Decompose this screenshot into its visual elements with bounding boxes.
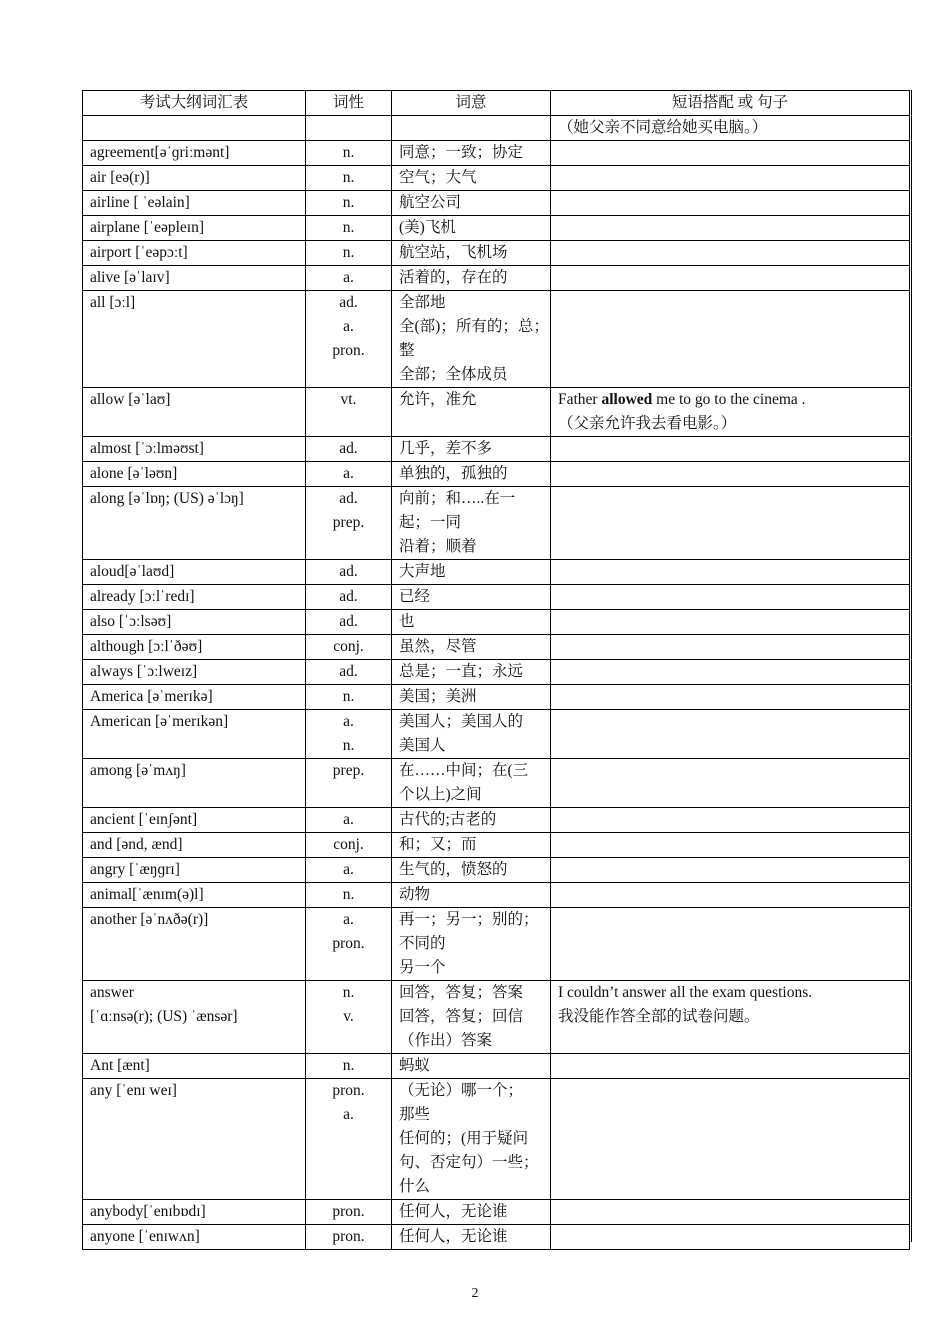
word-cell	[83, 191, 306, 216]
word-text: anyone [ˈenɪwʌn]	[90, 1228, 200, 1245]
word-text: animal[ˈænɪm(ə)l]	[90, 886, 204, 903]
word-cell	[83, 141, 306, 166]
meaning-text: 虽然，尽管	[399, 638, 477, 655]
pos-text: prep.	[332, 762, 365, 779]
pos-text: ad.	[339, 613, 358, 630]
word-text: ancient [ˈeɪnʃənt]	[90, 811, 198, 828]
meaning-cell	[392, 191, 551, 216]
example-line	[558, 388, 902, 412]
word-cell	[83, 487, 306, 560]
meaning-cell	[392, 883, 551, 908]
meaning-text: 美国人	[399, 737, 446, 754]
table-row	[83, 216, 910, 241]
pos-text: pron.	[332, 1203, 365, 1220]
meaning-text: 美国；美洲	[399, 688, 477, 705]
meaning-text: 生气的，愤怒的	[399, 861, 508, 878]
table-row	[83, 266, 910, 291]
meaning-cell	[392, 585, 551, 610]
word-cell	[83, 116, 306, 141]
word-cell	[83, 660, 306, 685]
meaning-text: 在……中间；在(三	[399, 762, 529, 779]
meaning-text: 沿着；顺着	[399, 538, 477, 555]
pos-cell	[306, 660, 392, 685]
meaning-cell	[392, 266, 551, 291]
word-cell	[83, 1079, 306, 1200]
word-text	[90, 116, 298, 140]
word-cell	[83, 685, 306, 710]
pos-text: a.	[343, 861, 354, 878]
meaning-text: 允许，准允	[399, 391, 477, 408]
example-cell	[551, 685, 910, 710]
meaning-cell	[392, 981, 551, 1054]
pos-cell	[306, 585, 392, 610]
word-text: always [ˈɔːlweɪz]	[90, 663, 198, 680]
pos-cell	[306, 560, 392, 585]
table-row	[83, 560, 910, 585]
pos-cell	[306, 266, 392, 291]
word-text: American [əˈmerɪkən]	[90, 713, 229, 730]
pos-text: conj.	[333, 836, 364, 853]
word-text: Ant [ænt]	[90, 1057, 150, 1074]
example-cell	[551, 610, 910, 635]
pos-text: ad.	[339, 490, 358, 507]
meaning-cell	[392, 241, 551, 266]
meaning-text: 全部地	[399, 294, 446, 311]
word-text: another [əˈnʌðə(r)]	[90, 911, 209, 928]
vocabulary-table	[82, 90, 910, 1250]
meaning-cell	[392, 116, 551, 141]
pos-text: vt.	[340, 391, 357, 408]
word-cell	[83, 585, 306, 610]
meaning-cell	[392, 141, 551, 166]
example-keyword: allowed	[601, 391, 653, 408]
table-row	[83, 1225, 910, 1250]
table-row	[83, 685, 910, 710]
pos-text: a.	[343, 713, 354, 730]
word-cell	[83, 266, 306, 291]
example-cell	[551, 388, 910, 437]
meaning-text: 古代的;古老的	[399, 811, 497, 828]
word-cell	[83, 388, 306, 437]
word-text: angry [ˈæŋɡrɪ]	[90, 861, 180, 878]
example-cell	[551, 1200, 910, 1225]
meaning-text: 那些	[399, 1106, 431, 1123]
pos-cell	[306, 1054, 392, 1079]
pos-text: a.	[343, 465, 354, 482]
example-cell	[551, 266, 910, 291]
word-cell	[83, 241, 306, 266]
example-cell	[551, 437, 910, 462]
word-text: alive [əˈlaɪv]	[90, 269, 170, 286]
pos-text: n.	[342, 886, 355, 903]
pos-text: pron.	[332, 1082, 365, 1099]
meaning-text: (美)飞机	[399, 219, 456, 236]
pos-cell	[306, 1200, 392, 1225]
example-text: me to go to the cinema .	[652, 391, 806, 408]
table-row	[83, 166, 910, 191]
meaning-cell	[392, 1079, 551, 1200]
word-cell	[83, 1225, 306, 1250]
pos-text: ad.	[339, 440, 358, 457]
table-row	[83, 710, 910, 759]
pos-cell	[306, 487, 392, 560]
example-cell	[551, 291, 910, 388]
pos-text: a.	[343, 1106, 354, 1123]
header-meaning: 词意	[392, 91, 551, 116]
meaning-text: 任何的；(用于疑问	[399, 1130, 529, 1147]
meaning-text: 任何人，无论谁	[399, 1228, 508, 1245]
word-text: allow [əˈlaʊ]	[90, 391, 171, 408]
pos-cell	[306, 116, 392, 141]
pos-cell	[306, 759, 392, 808]
example-cell	[551, 635, 910, 660]
meaning-text: 不同的	[399, 935, 446, 952]
example-cell	[551, 981, 910, 1054]
table-row	[83, 241, 910, 266]
meaning-text: 几乎，差不多	[399, 440, 493, 457]
pos-cell	[306, 610, 392, 635]
example-cell	[551, 116, 910, 141]
word-text: also [ˈɔːlsəʊ]	[90, 613, 172, 630]
word-text: along [əˈlɒŋ; (US) əˈlɔŋ]	[90, 490, 244, 507]
table-row	[83, 291, 910, 388]
table-row	[83, 660, 910, 685]
meaning-cell	[392, 610, 551, 635]
pos-text: n.	[342, 688, 355, 705]
example-cell	[551, 1079, 910, 1200]
pos-text: a.	[343, 811, 354, 828]
example-line: （她父亲不同意给她买电脑。）	[558, 119, 768, 136]
meaning-text: 另一个	[399, 959, 446, 976]
example-cell	[551, 759, 910, 808]
pos-cell	[306, 216, 392, 241]
example-text: Father	[558, 391, 602, 408]
meaning-text: （无论）哪一个；	[399, 1082, 524, 1099]
meaning-cell	[392, 635, 551, 660]
pos-cell	[306, 685, 392, 710]
meaning-cell	[392, 833, 551, 858]
word-cell	[83, 858, 306, 883]
pos-cell	[306, 1079, 392, 1200]
meaning-text: 回答，答复；答案	[399, 984, 524, 1001]
pos-text: n.	[342, 737, 355, 754]
pos-cell	[306, 1225, 392, 1250]
table-row	[83, 981, 910, 1054]
pos-cell	[306, 462, 392, 487]
word-cell	[83, 437, 306, 462]
table-row	[83, 1079, 910, 1200]
pos-cell	[306, 141, 392, 166]
word-cell	[83, 759, 306, 808]
example-cell	[551, 585, 910, 610]
meaning-cell	[392, 487, 551, 560]
pos-cell	[306, 437, 392, 462]
table-row	[83, 191, 910, 216]
table-row	[83, 858, 910, 883]
pos-text: pron.	[332, 342, 365, 359]
pos-cell	[306, 981, 392, 1054]
example-line: （父亲允许我去看电影。）	[558, 415, 737, 432]
word-cell	[83, 635, 306, 660]
header-word: 考试大纲词汇表	[83, 91, 306, 116]
word-cell	[83, 1200, 306, 1225]
vocabulary-rows	[83, 116, 910, 1250]
meaning-text: 什么	[399, 1178, 431, 1195]
example-cell	[551, 858, 910, 883]
pos-cell	[306, 241, 392, 266]
meaning-cell	[392, 216, 551, 241]
table-row	[83, 585, 910, 610]
pos-text: pron.	[332, 935, 365, 952]
example-cell	[551, 660, 910, 685]
word-text: America [əˈmerɪkə]	[90, 688, 213, 705]
table-row	[83, 635, 910, 660]
pos-cell	[306, 833, 392, 858]
pos-cell	[306, 883, 392, 908]
word-cell	[83, 981, 306, 1054]
meaning-cell	[392, 759, 551, 808]
meaning-cell	[392, 291, 551, 388]
meaning-text: 空气；大气	[399, 169, 477, 186]
word-cell	[83, 166, 306, 191]
meaning-text: 活着的，存在的	[399, 269, 508, 286]
meaning-text: 全(部)；所有的；总；	[399, 318, 549, 335]
table-row	[83, 141, 910, 166]
meaning-cell	[392, 462, 551, 487]
meaning-text: 大声地	[399, 563, 446, 580]
meaning-cell	[392, 660, 551, 685]
word-text: any [ˈenɪ weɪ]	[90, 1082, 177, 1099]
meaning-text: 同意；一致；协定	[399, 144, 524, 161]
meaning-text: 美国人；美国人的	[399, 713, 524, 730]
table-row	[83, 908, 910, 981]
pos-text: a.	[343, 911, 354, 928]
table-row	[83, 116, 910, 141]
table-row	[83, 808, 910, 833]
meaning-text: 单独的，孤独的	[399, 465, 508, 482]
pos-cell	[306, 166, 392, 191]
meaning-text: 已经	[399, 588, 431, 605]
word-text: airport [ˈeəpɔːt]	[90, 244, 188, 261]
example-line: 我没能作答全部的试卷问题。	[558, 1008, 760, 1025]
word-text: aloud[əˈlaʊd]	[90, 563, 175, 580]
pos-cell	[306, 635, 392, 660]
pos-text: pron.	[332, 1228, 365, 1245]
meaning-text	[399, 116, 543, 140]
word-cell	[83, 833, 306, 858]
header-example: 短语搭配 或 句子	[551, 91, 910, 116]
pos-text: a.	[343, 269, 354, 286]
meaning-text: 航空公司	[399, 194, 462, 211]
example-cell	[551, 487, 910, 560]
word-cell	[83, 1054, 306, 1079]
pos-text: v.	[343, 1008, 354, 1025]
pos-text: a.	[343, 318, 354, 335]
pos-text: n.	[342, 984, 355, 1001]
meaning-cell	[392, 808, 551, 833]
meaning-text: 总是；一直；永远	[399, 663, 524, 680]
meaning-cell	[392, 858, 551, 883]
pos-cell	[306, 808, 392, 833]
pos-cell	[306, 858, 392, 883]
pos-cell	[306, 191, 392, 216]
pos-text: conj.	[333, 638, 364, 655]
word-text: and [ənd, ænd]	[90, 836, 183, 853]
meaning-text: 任何人，无论谁	[399, 1203, 508, 1220]
example-cell	[551, 166, 910, 191]
example-cell	[551, 241, 910, 266]
meaning-text: 句、否定句）一些；	[399, 1154, 539, 1171]
pos-text: ad.	[339, 663, 358, 680]
meaning-cell	[392, 560, 551, 585]
word-cell	[83, 610, 306, 635]
meaning-text: 起；一同	[399, 514, 462, 531]
meaning-cell	[392, 908, 551, 981]
page-right-rule	[911, 90, 912, 1242]
meaning-cell	[392, 1200, 551, 1225]
meaning-cell	[392, 166, 551, 191]
word-text: answer	[90, 984, 134, 1001]
word-text: airplane [ˈeəpleɪn]	[90, 219, 205, 236]
example-line: I couldn’t answer all the exam questions.	[558, 984, 813, 1001]
pos-text: ad.	[339, 294, 358, 311]
word-cell	[83, 908, 306, 981]
meaning-cell	[392, 437, 551, 462]
table-row	[83, 487, 910, 560]
word-cell	[83, 710, 306, 759]
header-pos: 词性	[306, 91, 392, 116]
pos-cell	[306, 388, 392, 437]
word-text: airline [ ˈeəlain]	[90, 194, 190, 211]
example-cell	[551, 1054, 910, 1079]
page-number: 2	[471, 1286, 479, 1301]
word-text: almost [ˈɔːlməʊst]	[90, 440, 204, 457]
meaning-cell	[392, 1054, 551, 1079]
word-cell	[83, 883, 306, 908]
table-row	[83, 437, 910, 462]
table-row	[83, 1200, 910, 1225]
word-text: among [əˈmʌŋ]	[90, 762, 186, 779]
table-row	[83, 462, 910, 487]
example-cell	[551, 908, 910, 981]
word-text: agreement[əˈɡriːmənt]	[90, 144, 230, 161]
word-cell	[83, 560, 306, 585]
word-text: [ˈɑːnsə(r); (US) ˈænsər]	[90, 1008, 238, 1025]
meaning-text: （作出）答案	[399, 1032, 493, 1049]
pos-text: n.	[342, 144, 355, 161]
meaning-cell	[392, 1225, 551, 1250]
meaning-text: 回答，答复；回信	[399, 1008, 524, 1025]
word-cell	[83, 216, 306, 241]
example-cell	[551, 216, 910, 241]
word-text: air [eə(r)]	[90, 169, 150, 186]
word-cell	[83, 808, 306, 833]
table-row	[83, 388, 910, 437]
example-cell	[551, 1225, 910, 1250]
word-text: although [ɔːlˈðəʊ]	[90, 638, 203, 655]
example-cell	[551, 191, 910, 216]
meaning-text: 向前；和…..在一	[399, 490, 516, 507]
meaning-text: 个以上)之间	[399, 786, 482, 803]
example-cell	[551, 883, 910, 908]
pos-cell	[306, 291, 392, 388]
meaning-text: 再一；另一；别的；	[399, 911, 539, 928]
meaning-cell	[392, 388, 551, 437]
meaning-text: 全部；全体成员	[399, 366, 508, 383]
meaning-text: 和；又；而	[399, 836, 477, 853]
table-row	[83, 759, 910, 808]
pos-text: n.	[342, 219, 355, 236]
pos-cell	[306, 710, 392, 759]
word-text: anybody[ˈenɪbɒdɪ]	[90, 1203, 206, 1220]
word-text: all [ɔːl]	[90, 294, 136, 311]
pos-text	[313, 116, 384, 140]
example-cell	[551, 141, 910, 166]
example-cell	[551, 833, 910, 858]
example-cell	[551, 462, 910, 487]
meaning-text: 整	[399, 342, 415, 359]
pos-cell	[306, 908, 392, 981]
table-row	[83, 833, 910, 858]
pos-text: n.	[342, 1057, 355, 1074]
meaning-text: 也	[399, 613, 415, 630]
example-cell	[551, 560, 910, 585]
word-text: alone [əˈləʊn]	[90, 465, 178, 482]
pos-text: n.	[342, 194, 355, 211]
pos-text: n.	[342, 244, 355, 261]
meaning-text: 蚂蚁	[399, 1057, 431, 1074]
meaning-cell	[392, 685, 551, 710]
word-text: already [ɔːlˈredɪ]	[90, 588, 195, 605]
pos-text: ad.	[339, 588, 358, 605]
word-cell	[83, 462, 306, 487]
pos-text: n.	[342, 169, 355, 186]
word-cell	[83, 291, 306, 388]
example-cell	[551, 710, 910, 759]
meaning-text: 航空站，飞机场	[399, 244, 508, 261]
meaning-cell	[392, 710, 551, 759]
meaning-text: 动物	[399, 886, 431, 903]
table-row	[83, 610, 910, 635]
table-row	[83, 883, 910, 908]
table-header-row	[83, 91, 910, 116]
table-row	[83, 1054, 910, 1079]
pos-text: ad.	[339, 563, 358, 580]
pos-text: prep.	[332, 514, 365, 531]
example-cell	[551, 808, 910, 833]
